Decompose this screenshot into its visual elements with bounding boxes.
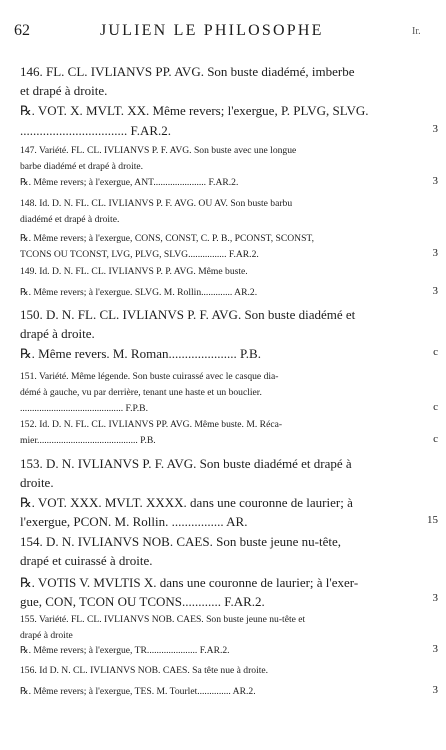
rarity-grade: c — [433, 346, 438, 358]
rarity-grade: 3 — [432, 123, 438, 135]
rarity-grade: 3 — [432, 175, 438, 187]
page-number: 62 — [14, 22, 30, 39]
entry-line: ℞. Même revers; à l'exergue. SLVG. M. Rollin............. AR.2. — [20, 287, 258, 298]
entry-line: 151. Variété. Même légende. Son buste cuirassé avec le casque dia- — [20, 371, 279, 382]
entry-line: drapé à droite. — [20, 326, 95, 341]
entry-line: droite. — [20, 475, 54, 490]
rarity-grade: 3 — [432, 285, 438, 297]
entry-line: ℞. Même revers; à l'exergue, TES. M. Tourlet.............. AR.2. — [20, 686, 256, 697]
entry-line: ℞. Même revers; à l'exergue, CONS, CONST, C. P. B., PCONST, SCONST, — [20, 233, 314, 244]
entry-line: ℞. Même revers; à l'exergue, TR..................... F.AR.2. — [20, 645, 230, 656]
entry-line: ℞. Même revers; à l'exergue, ANT...................... F.AR.2. — [20, 177, 239, 188]
rarity-grade: c — [433, 401, 438, 413]
entry-line: ℞. VOTIS V. MVLTIS X. dans une couronne de laurier; à l'exer- — [20, 575, 359, 590]
entry-line: drapé à droite — [20, 630, 73, 641]
rarity-grade: c — [433, 433, 438, 445]
entry-line: ℞. VOT. X. MVLT. XX. Même revers; l'exergue, P. PLVG, SLVG. — [20, 103, 369, 118]
entry-line: ℞. Même revers. M. Roman..................... P.B. — [20, 346, 261, 361]
entry-line: 149. Id. D. N. FL. CL. IVLIANVS P. P. AVG. Même buste. — [20, 266, 248, 277]
rarity-grade: 15 — [427, 514, 438, 526]
entry-line: 154. D. N. IVLIANVS NOB. CAES. Son buste jeune nu-tête, — [20, 534, 342, 549]
entry-line: 155. Variété. FL. CL. IVLIANVS NOB. CAES. Son buste jeune nu-tête et — [20, 614, 306, 625]
entry-line: 148. Id. D. N. FL. CL. IVLIANVS P. F. AVG. OU AV. Son buste barbu — [20, 198, 293, 209]
entry-line: 153. D. N. IVLIANVS P. F. AVG. Son buste diadémé et drapé à — [20, 456, 352, 471]
entry-line: 147. Variété. FL. CL. IVLIANVS P. F. AVG. Son buste avec une longue — [20, 145, 297, 156]
entry-line: barbe diadémé et drapé à droite. — [20, 161, 144, 172]
entry-line: diadémé et drapé à droite. — [20, 214, 120, 225]
entry-line: 150. D. N. FL. CL. IVLIANVS P. F. AVG. Son buste diadémé et — [20, 307, 356, 322]
entry-line: mier.......................................... P.B. — [20, 435, 156, 446]
entry-line: drapé et cuirassé à droite. — [20, 553, 153, 568]
rarity-grade: 3 — [432, 643, 438, 655]
entry-line: démé à gauche, vu par derrière, tenant une haste et un bouclier. — [20, 387, 262, 398]
entry-line: l'exergue, PCON. M. Rollin. ................ AR. — [20, 514, 248, 529]
entry-line: TCONS OU TCONST, LVG, PLVG, SLVG................ F.AR.2. — [20, 249, 259, 260]
entry-line: ℞. VOT. XXX. MVLT. XXXX. dans une couronne de laurier; à — [20, 495, 353, 510]
entry-line: ........................................... F.P.B. — [20, 403, 148, 414]
entry-line: 146. FL. CL. IVLIANVS PP. AVG. Son buste diadémé, imberbe — [20, 64, 355, 79]
entry-line: ................................. F.AR.2. — [20, 123, 171, 138]
entry-line: et drapé à droite. — [20, 83, 108, 98]
margin-label: Ir. — [412, 26, 421, 37]
rarity-grade: 3 — [432, 247, 438, 259]
page-header — [0, 22, 446, 46]
rarity-grade: 3 — [432, 684, 438, 696]
entry-line: gue, CON, TCON OU TCONS............ F.AR.2. — [20, 594, 265, 609]
entry-line: 156. Id D. N. CL. IVLIANVS NOB. CAES. Sa tête nue à droite. — [20, 665, 269, 676]
rarity-grade: 3 — [432, 592, 438, 604]
entry-line: 152. Id. D. N. FL. CL. IVLIANVS PP. AVG. Même buste. M. Réca- — [20, 419, 283, 430]
running-title: JULIEN LE PHILOSOPHE — [100, 22, 324, 39]
